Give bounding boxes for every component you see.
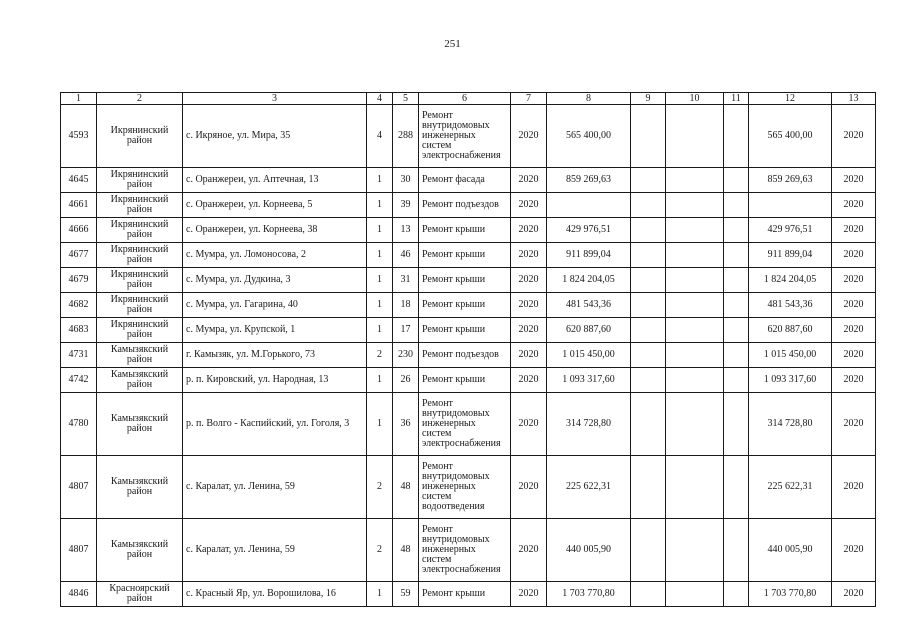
col11-cell — [724, 456, 749, 519]
work-type-cell: Ремонт крыши — [419, 582, 511, 607]
col4-cell: 1 — [367, 368, 393, 393]
col11-cell — [724, 293, 749, 318]
col10-cell — [666, 193, 724, 218]
year-cell: 2020 — [511, 243, 547, 268]
work-type-cell: Ремонт подъездов — [419, 343, 511, 368]
col5-cell: 288 — [393, 105, 419, 168]
col5-cell: 39 — [393, 193, 419, 218]
district-cell: Икрянинский район — [97, 293, 183, 318]
address-cell: с. Оранжереи, ул. Аптечная, 13 — [183, 168, 367, 193]
address-cell: р. п. Кировский, ул. Народная, 13 — [183, 368, 367, 393]
work-type-cell: Ремонт внутридомовых инженерных систем электроснабжения — [419, 519, 511, 582]
col4-cell: 2 — [367, 519, 393, 582]
table-row — [61, 105, 876, 168]
amount-cell: 225 622,31 — [547, 456, 631, 519]
column-header: 5 — [393, 93, 419, 105]
column-header: 7 — [511, 93, 547, 105]
column-number-row — [61, 93, 876, 105]
col10-cell — [666, 343, 724, 368]
col10-cell — [666, 318, 724, 343]
col11-cell — [724, 582, 749, 607]
amount-cell: 1 015 450,00 — [547, 343, 631, 368]
column-header: 8 — [547, 93, 631, 105]
year-cell: 2020 — [511, 105, 547, 168]
col4-cell: 1 — [367, 193, 393, 218]
record-id-cell: 4807 — [61, 456, 97, 519]
year-cell: 2020 — [511, 318, 547, 343]
table-row — [61, 168, 876, 193]
col10-cell — [666, 519, 724, 582]
column-header: 6 — [419, 93, 511, 105]
col11-cell — [724, 318, 749, 343]
year-cell: 2020 — [511, 456, 547, 519]
col9-cell — [631, 268, 666, 293]
col9-cell — [631, 293, 666, 318]
year-cell: 2020 — [511, 268, 547, 293]
col5-cell: 48 — [393, 456, 419, 519]
column-header: 2 — [97, 93, 183, 105]
district-cell: Камызякский район — [97, 393, 183, 456]
col5-cell: 59 — [393, 582, 419, 607]
column-header: 13 — [832, 93, 876, 105]
end-year-cell: 2020 — [832, 243, 876, 268]
col10-cell — [666, 105, 724, 168]
col5-cell: 13 — [393, 218, 419, 243]
work-type-cell: Ремонт подъездов — [419, 193, 511, 218]
record-id-cell: 4807 — [61, 519, 97, 582]
col9-cell — [631, 218, 666, 243]
total-cell: 440 005,90 — [749, 519, 832, 582]
year-cell: 2020 — [511, 393, 547, 456]
col4-cell: 1 — [367, 268, 393, 293]
amount-cell: 429 976,51 — [547, 218, 631, 243]
work-type-cell: Ремонт крыши — [419, 218, 511, 243]
end-year-cell: 2020 — [832, 368, 876, 393]
year-cell: 2020 — [511, 193, 547, 218]
record-id-cell: 4742 — [61, 368, 97, 393]
col5-cell: 46 — [393, 243, 419, 268]
col4-cell: 1 — [367, 218, 393, 243]
col10-cell — [666, 218, 724, 243]
record-id-cell: 4846 — [61, 582, 97, 607]
district-cell: Икрянинский район — [97, 218, 183, 243]
end-year-cell: 2020 — [832, 168, 876, 193]
amount-cell: 1 093 317,60 — [547, 368, 631, 393]
total-cell — [749, 193, 832, 218]
col4-cell: 1 — [367, 393, 393, 456]
col11-cell — [724, 268, 749, 293]
col5-cell: 30 — [393, 168, 419, 193]
col9-cell — [631, 105, 666, 168]
col9-cell — [631, 318, 666, 343]
col11-cell — [724, 193, 749, 218]
col11-cell — [724, 519, 749, 582]
column-header: 11 — [724, 93, 749, 105]
record-id-cell: 4683 — [61, 318, 97, 343]
address-cell: с. Оранжереи, ул. Корнеева, 5 — [183, 193, 367, 218]
end-year-cell: 2020 — [832, 218, 876, 243]
end-year-cell: 2020 — [832, 456, 876, 519]
amount-cell: 565 400,00 — [547, 105, 631, 168]
district-cell: Икрянинский район — [97, 243, 183, 268]
total-cell: 859 269,63 — [749, 168, 832, 193]
col5-cell: 31 — [393, 268, 419, 293]
col4-cell: 1 — [367, 243, 393, 268]
col10-cell — [666, 268, 724, 293]
district-cell: Камызякский район — [97, 368, 183, 393]
work-type-cell: Ремонт крыши — [419, 293, 511, 318]
col9-cell — [631, 343, 666, 368]
col9-cell — [631, 456, 666, 519]
work-type-cell: Ремонт внутридомовых инженерных систем водоотведения — [419, 456, 511, 519]
col11-cell — [724, 243, 749, 268]
table-row — [61, 218, 876, 243]
amount-cell: 911 899,04 — [547, 243, 631, 268]
district-cell: Икрянинский район — [97, 193, 183, 218]
col11-cell — [724, 218, 749, 243]
end-year-cell: 2020 — [832, 293, 876, 318]
col5-cell: 26 — [393, 368, 419, 393]
amount-cell: 481 543,36 — [547, 293, 631, 318]
address-cell: с. Каралат, ул. Ленина, 59 — [183, 519, 367, 582]
col4-cell: 1 — [367, 582, 393, 607]
col9-cell — [631, 393, 666, 456]
table-row — [61, 268, 876, 293]
address-cell: с. Мумра, ул. Дудкина, 3 — [183, 268, 367, 293]
end-year-cell: 2020 — [832, 519, 876, 582]
col5-cell: 48 — [393, 519, 419, 582]
table-row — [61, 318, 876, 343]
end-year-cell: 2020 — [832, 343, 876, 368]
end-year-cell: 2020 — [832, 105, 876, 168]
col11-cell — [724, 105, 749, 168]
col11-cell — [724, 343, 749, 368]
amount-cell: 440 005,90 — [547, 519, 631, 582]
record-id-cell: 4645 — [61, 168, 97, 193]
amount-cell: 1 703 770,80 — [547, 582, 631, 607]
total-cell: 225 622,31 — [749, 456, 832, 519]
total-cell: 1 824 204,05 — [749, 268, 832, 293]
address-cell: с. Икряное, ул. Мира, 35 — [183, 105, 367, 168]
work-type-cell: Ремонт крыши — [419, 318, 511, 343]
district-cell: Камызякский район — [97, 519, 183, 582]
address-cell: г. Камызяк, ул. М.Горького, 73 — [183, 343, 367, 368]
table-row — [61, 393, 876, 456]
table-row — [61, 368, 876, 393]
col4-cell: 1 — [367, 318, 393, 343]
table-row — [61, 582, 876, 607]
total-cell: 1 015 450,00 — [749, 343, 832, 368]
col4-cell: 2 — [367, 343, 393, 368]
end-year-cell: 2020 — [832, 193, 876, 218]
record-id-cell: 4780 — [61, 393, 97, 456]
col4-cell: 1 — [367, 168, 393, 193]
col9-cell — [631, 243, 666, 268]
col5-cell: 17 — [393, 318, 419, 343]
table-row — [61, 519, 876, 582]
total-cell: 481 543,36 — [749, 293, 832, 318]
col10-cell — [666, 393, 724, 456]
column-header: 10 — [666, 93, 724, 105]
work-type-cell: Ремонт крыши — [419, 243, 511, 268]
col10-cell — [666, 243, 724, 268]
district-cell: Красноярский район — [97, 582, 183, 607]
district-cell: Икрянинский район — [97, 105, 183, 168]
total-cell: 1 093 317,60 — [749, 368, 832, 393]
record-id-cell: 4661 — [61, 193, 97, 218]
district-cell: Камызякский район — [97, 456, 183, 519]
address-cell: с. Мумра, ул. Гагарина, 40 — [183, 293, 367, 318]
year-cell: 2020 — [511, 368, 547, 393]
district-cell: Икрянинский район — [97, 268, 183, 293]
col5-cell: 18 — [393, 293, 419, 318]
amount-cell: 314 728,80 — [547, 393, 631, 456]
table-row — [61, 293, 876, 318]
work-type-cell: Ремонт внутридомовых инженерных систем электроснабжения — [419, 393, 511, 456]
column-header: 12 — [749, 93, 832, 105]
col5-cell: 36 — [393, 393, 419, 456]
total-cell: 565 400,00 — [749, 105, 832, 168]
year-cell: 2020 — [511, 293, 547, 318]
work-type-cell: Ремонт внутридомовых инженерных систем электроснабжения — [419, 105, 511, 168]
address-cell: р. п. Волго - Каспийский, ул. Гоголя, 3 — [183, 393, 367, 456]
year-cell: 2020 — [511, 168, 547, 193]
district-cell: Икрянинский район — [97, 318, 183, 343]
column-header: 3 — [183, 93, 367, 105]
record-id-cell: 4731 — [61, 343, 97, 368]
district-cell: Икрянинский район — [97, 168, 183, 193]
total-cell: 1 703 770,80 — [749, 582, 832, 607]
table-row — [61, 193, 876, 218]
col5-cell: 230 — [393, 343, 419, 368]
address-cell: с. Мумра, ул. Крупской, 1 — [183, 318, 367, 343]
total-cell: 911 899,04 — [749, 243, 832, 268]
record-id-cell: 4593 — [61, 105, 97, 168]
year-cell: 2020 — [511, 343, 547, 368]
address-cell: с. Каралат, ул. Ленина, 59 — [183, 456, 367, 519]
total-cell: 429 976,51 — [749, 218, 832, 243]
year-cell: 2020 — [511, 582, 547, 607]
capital-repair-table — [60, 92, 876, 607]
table-row — [61, 243, 876, 268]
col11-cell — [724, 368, 749, 393]
table-row — [61, 343, 876, 368]
end-year-cell: 2020 — [832, 582, 876, 607]
year-cell: 2020 — [511, 519, 547, 582]
col4-cell: 4 — [367, 105, 393, 168]
column-header: 4 — [367, 93, 393, 105]
address-cell: с. Мумра, ул. Ломоносова, 2 — [183, 243, 367, 268]
table-row — [61, 456, 876, 519]
col10-cell — [666, 293, 724, 318]
amount-cell: 859 269,63 — [547, 168, 631, 193]
col9-cell — [631, 168, 666, 193]
address-cell: с. Оранжереи, ул. Корнеева, 38 — [183, 218, 367, 243]
page-number: 251 — [444, 38, 461, 50]
total-cell: 620 887,60 — [749, 318, 832, 343]
record-id-cell: 4682 — [61, 293, 97, 318]
work-type-cell: Ремонт фасада — [419, 168, 511, 193]
district-cell: Камызякский район — [97, 343, 183, 368]
address-cell: с. Красный Яр, ул. Ворошилова, 16 — [183, 582, 367, 607]
col4-cell: 2 — [367, 456, 393, 519]
col10-cell — [666, 582, 724, 607]
end-year-cell: 2020 — [832, 268, 876, 293]
col10-cell — [666, 368, 724, 393]
col9-cell — [631, 582, 666, 607]
col10-cell — [666, 168, 724, 193]
amount-cell: 620 887,60 — [547, 318, 631, 343]
year-cell: 2020 — [511, 218, 547, 243]
work-type-cell: Ремонт крыши — [419, 368, 511, 393]
amount-cell — [547, 193, 631, 218]
record-id-cell: 4679 — [61, 268, 97, 293]
work-type-cell: Ремонт крыши — [419, 268, 511, 293]
col9-cell — [631, 193, 666, 218]
col4-cell: 1 — [367, 293, 393, 318]
column-header: 9 — [631, 93, 666, 105]
col10-cell — [666, 456, 724, 519]
col9-cell — [631, 368, 666, 393]
record-id-cell: 4666 — [61, 218, 97, 243]
end-year-cell: 2020 — [832, 393, 876, 456]
amount-cell: 1 824 204,05 — [547, 268, 631, 293]
col11-cell — [724, 393, 749, 456]
col11-cell — [724, 168, 749, 193]
total-cell: 314 728,80 — [749, 393, 832, 456]
record-id-cell: 4677 — [61, 243, 97, 268]
col9-cell — [631, 519, 666, 582]
column-header: 1 — [61, 93, 97, 105]
end-year-cell: 2020 — [832, 318, 876, 343]
